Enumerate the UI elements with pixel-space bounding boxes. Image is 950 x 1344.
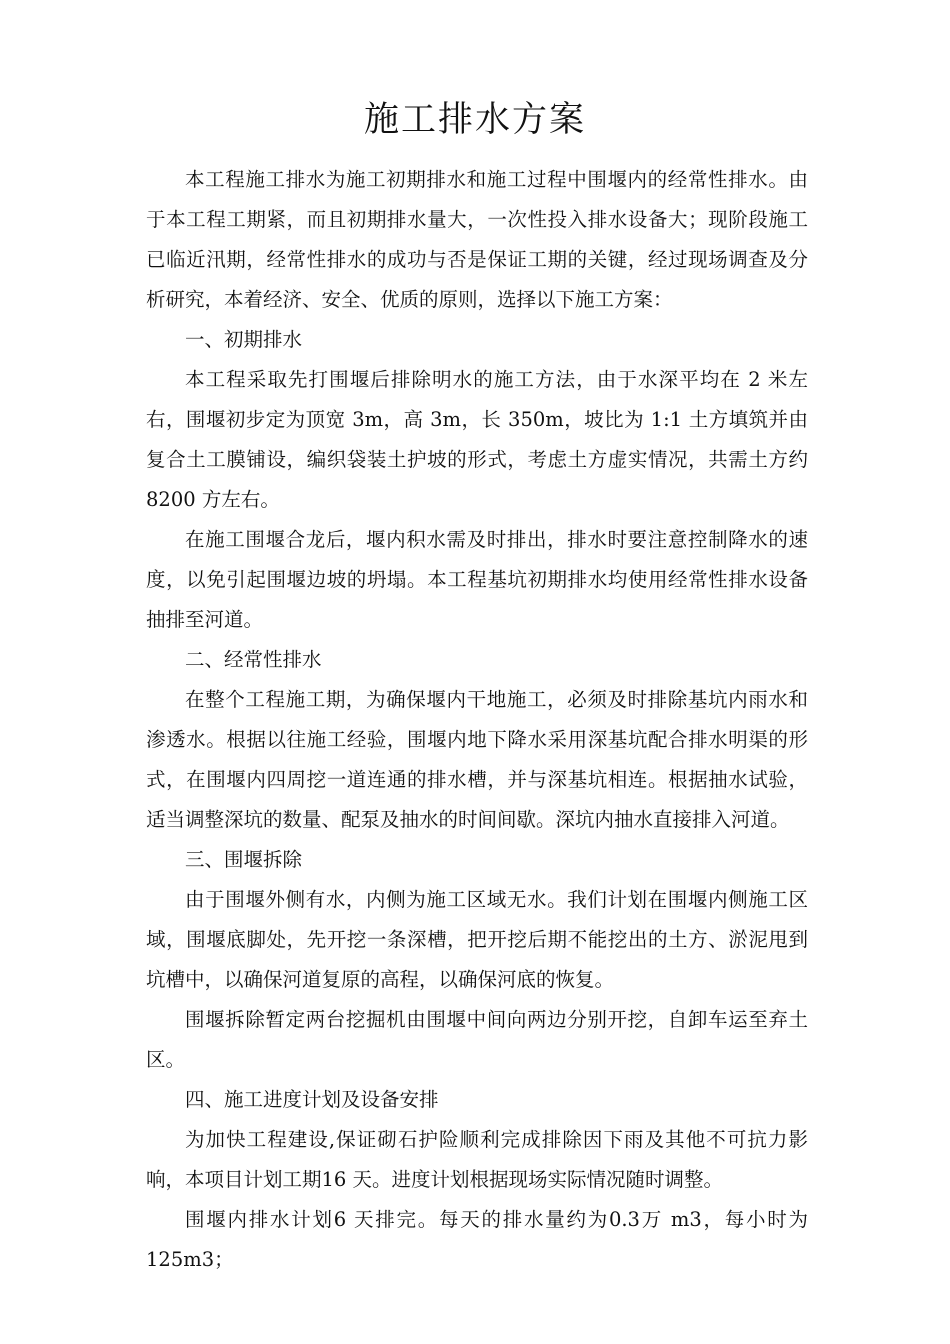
paragraph-regular-drainage: 在整个工程施工期，为确保堰内干地施工，必须及时排除基坑内雨水和渗透水。根据以往施工经验，围堰内地下降水采用深基坑配合排水明渠的形式，在围堰内四周挖一道连通的排水槽，并与深基坑相连。根据抽水试验，适当调整深坑的数量、配泵及抽水的时间间歇。深坑内抽水直接排入河道。 [146,688,808,831]
paragraph-drainage-plan: 围堰内排水计划6 天排完。每天的排水量约为0.3万 m3，每小时为125m3； [146,1208,808,1271]
section-heading-cofferdam-removal: 三、围堰拆除 [185,848,303,871]
paragraph-initial-drainage-method: 本工程采取先打围堰后排除明水的施工方法，由于水深平均在 2 米左右，围堰初步定为顶宽 3m，高 3m，长 350m，坡比为 1:1 土方填筑并由复合土工膜铺设，编织袋装土护坡的形式，考虑土方虚实情况，共需土方约8200 方左右。 [146,368,808,511]
paragraph-cofferdam-removal-method: 由于围堰外侧有水，内侧为施工区域无水。我们计划在围堰内侧施工区域，围堰底脚处，先开挖一条深槽，把开挖后期不能挖出的土方、淤泥甩到坑槽中，以确保河道复原的高程，以确保河底的恢复。 [146,888,808,991]
paragraph-schedule: 为加快工程建设,保证砌石护险顺利完成排除因下雨及其他不可抗力影响，本项目计划工期16 天。进度计划根据现场实际情况随时调整。 [146,1128,808,1191]
section-heading-initial-drainage: 一、初期排水 [185,328,303,351]
section-heading-regular-drainage: 二、经常性排水 [185,648,322,671]
paragraph-cofferdam-removal-equipment: 围堰拆除暂定两台挖掘机由围堰中间向两边分别开挖，自卸车运至弃土区。 [146,1008,808,1071]
document-title: 施工排水方案 [363,100,586,140]
paragraph-intro: 本工程施工排水为施工初期排水和施工过程中围堰内的经常性排水。由于本工程工期紧，而且初期排水量大，一次性投入排水设备大；现阶段施工已临近汛期，经常性排水的成功与否是保证工期的关键，经过现场调查及分析研究，本着经济、安全、优质的原则，选择以下施工方案： [146,168,808,311]
document-body [146,160,808,1280]
section-heading-schedule-equipment: 四、施工进度计划及设备安排 [185,1088,439,1111]
paragraph-initial-drainage-closure: 在施工围堰合龙后，堰内积水需及时排出，排水时要注意控制降水的速度，以免引起围堰边坡的坍塌。本工程基坑初期排水均使用经常性排水设备抽排至河道。 [146,528,808,631]
